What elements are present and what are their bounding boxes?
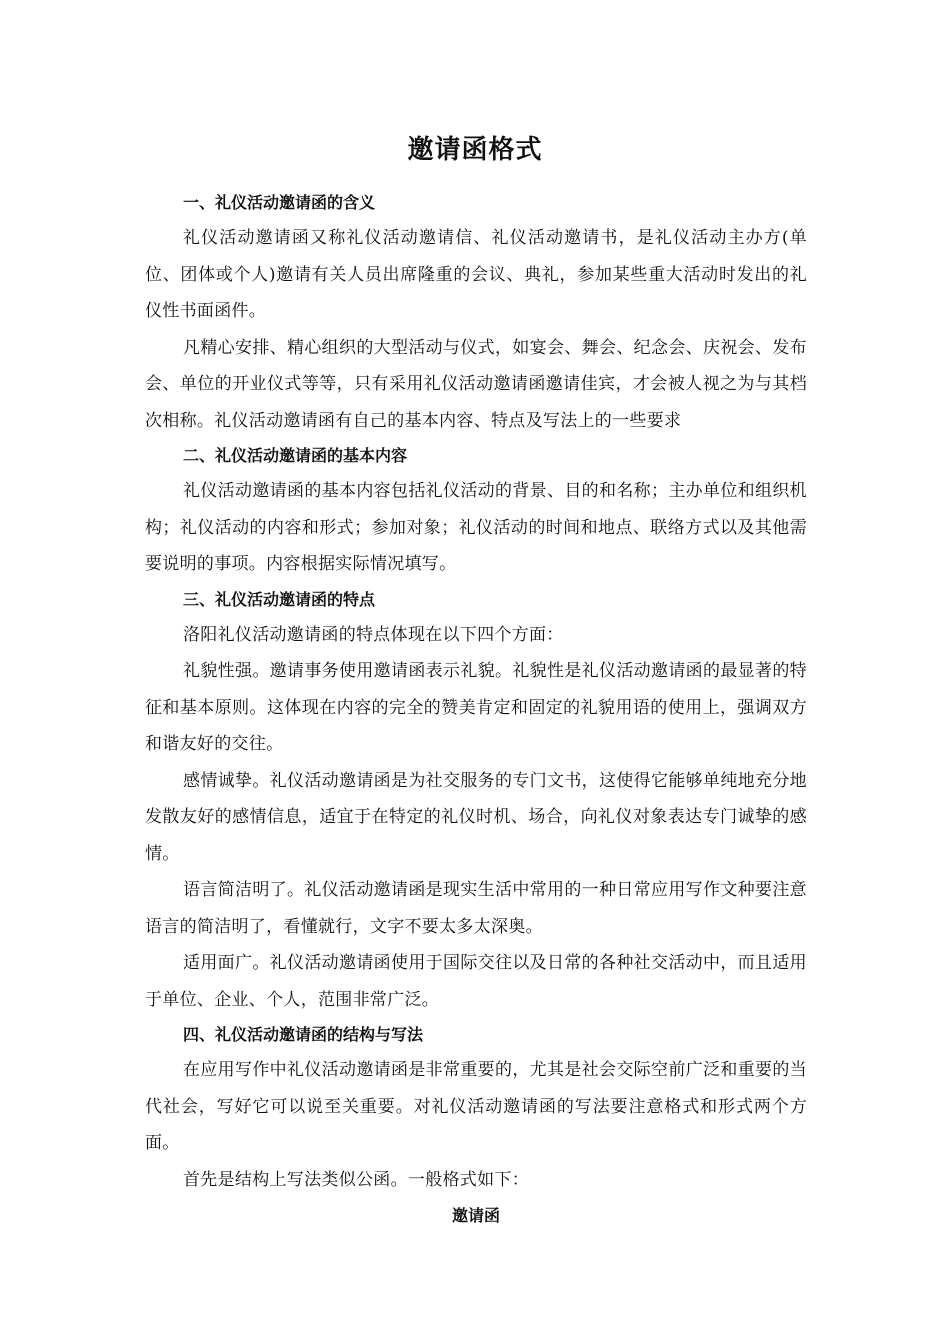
section-heading-1: 一、礼仪活动邀请函的含义 <box>183 193 376 212</box>
paragraph: 首先是结构上写法类似公函。一般格式如下： <box>183 1169 529 1190</box>
document-title: 邀请函格式 <box>407 135 543 165</box>
paragraph: 感情诚挚。礼仪活动邀请函是为社交服务的专门文书，这使得它能够单纯地充分地发散友好的感情信息，适宜于在特定的礼仪时机、场合，向礼仪对象表达专门诚挚的感情。 <box>145 770 807 864</box>
section-heading-3: 三、礼仪活动邀请函的特点 <box>183 589 376 609</box>
paragraph: 礼貌性强。邀请事务使用邀请函表示礼貌。礼貌性是礼仪活动邀请函的最显著的特征和基本原则。这体现在内容的完全的赞美肯定和固定的礼貌用语的使用上，强调双方和谐友好的交往。 <box>145 661 807 754</box>
paragraph: 凡精心安排、精心组织的大型活动与仪式，如宴会、舞会、纪念会、庆祝会、发布会、单位的开业仪式等等，只有采用礼仪活动邀请函邀请佳宾，才会被人视之为与其档次相称。礼仪活动邀请函有自己的基本内容、特点及写法上的一些要求 <box>145 337 807 431</box>
document-body <box>145 186 807 1234</box>
paragraph: 在应用写作中礼仪活动邀请函是非常重要的，尤其是社会交际空前广泛和重要的当代社会，写好它可以说至关重要。对礼仪活动邀请函的写法要注意格式和形式两个方面。 <box>145 1060 807 1153</box>
paragraph: 礼仪活动邀请函又称礼仪活动邀请信、礼仪活动邀请书，是礼仪活动主办方(单位、团体或个人)邀请有关人员出席隆重的会议、典礼，参加某些重大活动时发出的礼仪性书面函件。 <box>145 228 807 321</box>
section-heading-4: 四、礼仪活动邀请函的结构与写法 <box>183 1025 424 1044</box>
paragraph: 适用面广。礼仪活动邀请函使用于国际交往以及日常的各种社交活动中，而且适用于单位、企业、个人，范围非常广泛。 <box>145 953 807 1010</box>
paragraph: 礼仪活动邀请函的基本内容包括礼仪活动的背景、目的和名称；主办单位和组织机构；礼仪活动的内容和形式；参加对象；礼仪活动的时间和地点、联络方式以及其他需要说明的事项。内容根据实际情况填写。 <box>145 481 807 574</box>
letter-subtitle: 邀请函 <box>451 1206 500 1225</box>
paragraph: 洛阳礼仪活动邀请函的特点体现在以下四个方面： <box>183 624 564 645</box>
paragraph: 语言简洁明了。礼仪活动邀请函是现实生活中常用的一种日常应用写作文种要注意语言的简洁明了，看懂就行，文字不要太多太深奥。 <box>145 880 807 937</box>
section-heading-2: 二、礼仪活动邀请函的基本内容 <box>183 446 408 465</box>
